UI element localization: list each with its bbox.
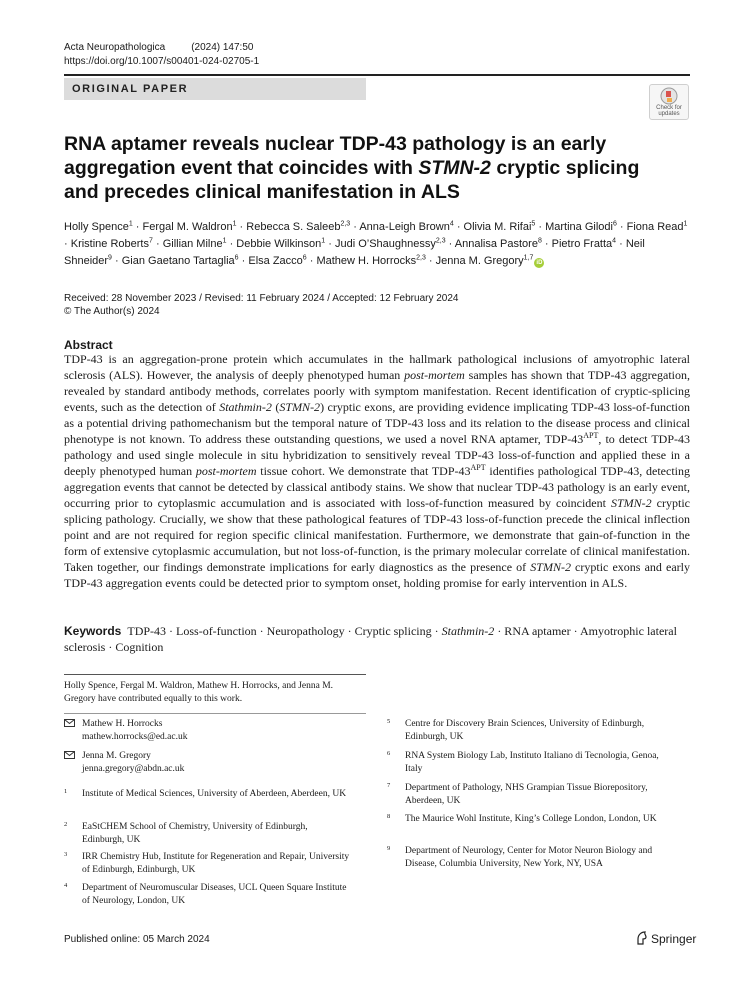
author-separator: · bbox=[616, 221, 627, 233]
author-separator: · bbox=[541, 238, 552, 250]
author-separator: · bbox=[111, 255, 122, 267]
affiliation: 3 IRR Chemistry Hub, Institute for Regeneration and Repair, University of Edinburgh, Edinburgh, UK bbox=[64, 851, 350, 875]
journal-name: Acta Neuropathologica bbox=[64, 42, 166, 53]
title-part-1: RNA aptamer reveals nuclear TDP-43 pathology is an early aggregation event that coincides with bbox=[64, 133, 607, 179]
corresponding-author bbox=[64, 718, 364, 746]
author-affiliation-number: 6 bbox=[612, 220, 617, 228]
author-name: Olivia M. Rifai bbox=[463, 221, 532, 233]
author-name: Holly Spence bbox=[64, 221, 129, 233]
author-separator: · bbox=[236, 221, 247, 233]
check-updates-label-2: updates bbox=[658, 111, 680, 117]
author-affiliation-number: 1 bbox=[232, 220, 237, 228]
author-name: Fergal M. Waldron bbox=[142, 221, 233, 233]
author-affiliation-number: 4 bbox=[449, 220, 454, 228]
author-name: Mathew H. Horrocks bbox=[316, 255, 417, 267]
author[interactable] bbox=[236, 238, 325, 250]
author[interactable] bbox=[122, 255, 239, 267]
author[interactable] bbox=[248, 255, 306, 267]
author-name: Pietro Fratta bbox=[551, 238, 613, 250]
author-name: Judi O’Shaughnessy bbox=[334, 238, 436, 250]
author-separator: · bbox=[325, 238, 335, 250]
affiliation: 5 Centre for Discovery Brain Sciences, University of Edinburgh, Edinburgh, UK bbox=[387, 718, 645, 742]
affiliation: 4 Department of Neuromuscular Diseases, UCL Queen Square Institute of Neurology, London, UK bbox=[64, 882, 347, 906]
author-affiliation-number: 2,3 bbox=[340, 220, 351, 228]
keywords: Keywords TDP-43 · Loss-of-function · Neuropathology · Cryptic splicing · Stathmin-2 · RNA aptamer · Amyotrophic lateral sclerosis · Cognition bbox=[64, 624, 677, 654]
article-type-banner: ORIGINAL PAPER bbox=[64, 78, 366, 100]
author-affiliation-number: 4 bbox=[612, 237, 617, 245]
author-affiliation-number: 5 bbox=[531, 220, 536, 228]
article-dates: Received: 28 November 2023 / Revised: 11 February 2024 / Accepted: 12 February 2024 bbox=[64, 293, 459, 304]
author[interactable] bbox=[464, 221, 536, 233]
author-name: Martina Gilodi bbox=[545, 221, 613, 233]
author-separator: · bbox=[238, 255, 249, 267]
author-affiliation-number: 1 bbox=[128, 220, 133, 228]
header-rule bbox=[64, 74, 690, 76]
author-name: Elsa Zacco bbox=[248, 255, 303, 267]
author-name: Annalisa Pastore bbox=[454, 238, 538, 250]
author[interactable] bbox=[71, 238, 153, 250]
corresponding-author bbox=[64, 750, 364, 778]
author-name: Kristine Roberts bbox=[70, 238, 149, 250]
author-name: Jenna M. Gregory bbox=[435, 255, 524, 267]
author-affiliation-number: 7 bbox=[149, 237, 153, 245]
affiliation: 2 EaStCHEM School of Chemistry, University of Edinburgh, Edinburgh, UK bbox=[64, 821, 308, 845]
author-name: Fiona Read bbox=[626, 221, 684, 233]
author-affiliation-number: 6 bbox=[234, 254, 239, 262]
envelope-icon bbox=[64, 751, 75, 759]
author[interactable] bbox=[335, 238, 446, 250]
author-separator: · bbox=[226, 238, 237, 250]
author-affiliation-number: 1 bbox=[222, 237, 227, 245]
corresponding-name: Mathew H. Horrocks bbox=[82, 719, 163, 729]
author-separator: · bbox=[64, 238, 71, 250]
author-separator: · bbox=[616, 238, 626, 250]
envelope-icon bbox=[64, 719, 75, 727]
author-separator: · bbox=[152, 238, 163, 250]
author[interactable] bbox=[163, 238, 227, 250]
author-separator: · bbox=[425, 255, 436, 267]
author-affiliation-number: 1 bbox=[321, 237, 326, 245]
doi-link[interactable]: https://doi.org/10.1007/s00401-024-02705-1 bbox=[64, 56, 260, 67]
copyright: © The Author(s) 2024 bbox=[64, 306, 160, 317]
footnote-rule bbox=[64, 674, 366, 675]
author[interactable] bbox=[359, 221, 453, 233]
author[interactable] bbox=[436, 255, 545, 267]
affiliation: 9 Department of Neurology, Center for Motor Neuron Biology and Disease, Columbia University, New York, NY, USA bbox=[387, 845, 653, 869]
author-affiliation-number: 1,7 bbox=[523, 254, 534, 262]
author[interactable] bbox=[455, 238, 542, 250]
author-separator: · bbox=[453, 221, 464, 233]
orcid-icon[interactable]: iD bbox=[536, 260, 543, 266]
author-name: Gillian Milne bbox=[162, 238, 223, 250]
journal-header bbox=[64, 41, 253, 55]
author[interactable] bbox=[246, 221, 350, 233]
equal-contribution-note: Holly Spence, Fergal M. Waldron, Mathew H. Horrocks, and Jenna M. Gregory have contributed equally to this work. bbox=[64, 681, 334, 704]
corresponding-email[interactable]: jenna.gregory@abdn.ac.uk bbox=[82, 764, 185, 774]
affiliation: 7 Department of Pathology, NHS Grampian Tissue Biorepository, Aberdeen, UK bbox=[387, 782, 648, 806]
author-affiliation-number: 2,3 bbox=[435, 237, 446, 245]
check-for-updates-badge[interactable] bbox=[649, 84, 689, 120]
affiliation: 6 RNA System Biology Lab, Instituto Italiano di Tecnologia, Genoa, Italy bbox=[387, 750, 659, 774]
author-name: Debbie Wilkinson bbox=[236, 238, 322, 250]
affiliation: 1 Institute of Medical Sciences, University of Aberdeen, Aberdeen, UK bbox=[64, 788, 347, 799]
author-separator: · bbox=[132, 221, 143, 233]
check-updates-icon bbox=[660, 87, 678, 105]
author-name: Neil Shneider bbox=[64, 238, 645, 267]
published-online: Published online: 05 March 2024 bbox=[64, 934, 210, 945]
corresponding-name: Jenna M. Gregory bbox=[82, 751, 151, 761]
author-affiliation-number: 6 bbox=[302, 254, 307, 262]
author-separator: · bbox=[306, 255, 317, 267]
author[interactable] bbox=[64, 221, 133, 233]
springer-logo[interactable] bbox=[635, 931, 696, 946]
author-affiliation-number: 2,3 bbox=[416, 254, 426, 262]
author[interactable] bbox=[545, 221, 617, 233]
author-affiliation-number: 9 bbox=[108, 254, 112, 262]
corresponding-email[interactable]: mathew.horrocks@ed.ac.uk bbox=[82, 732, 188, 742]
springer-horse-icon bbox=[635, 931, 649, 945]
author-separator: · bbox=[350, 221, 360, 233]
author[interactable] bbox=[316, 255, 425, 267]
affiliation: 8 The Maurice Wohl Institute, King’s College London, London, UK bbox=[387, 813, 657, 824]
author-name: Gian Gaetano Tartaglia bbox=[121, 255, 235, 267]
author[interactable] bbox=[143, 221, 237, 233]
abstract-heading: Abstract bbox=[64, 338, 113, 352]
author-name: Anna-Leigh Brown bbox=[359, 221, 450, 233]
publisher-name: Springer bbox=[651, 932, 697, 946]
author-affiliation-number: 8 bbox=[537, 237, 542, 245]
journal-citation: (2024) 147:50 bbox=[191, 42, 254, 53]
keywords-label: Keywords bbox=[64, 624, 122, 638]
abstract-body: TDP-43 is an aggregation-prone protein which accumulates in the hallmark pathological inclusions of amyotrophic lateral sclerosis (ALS). However, the analysis of deeply phenotyped human post-mortem samples has shown that TDP-43 aggregation, revealed by standard antibody methods, correlates poorly with symptom manifestation. Recent identification of cryptic-splicing events, such as the detection of Stathmin-2 (STMN-2) cryptic exons, are providing evidence implicating TDP-43 loss-of-function as a potential driving pathomechanism but the temporal nature of TDP-43 loss and its relation to the disease process and clinical phenotype is not known. To address these outstanding questions, we used a novel RNA aptamer, TDP-$43^{APT}$, to detect TDP-43 pathology and used single molecule in situ hybridization to sensitively reveal TDP-43 loss-of-function and applied these in a deeply phenotyped human post-mortem tissue cohort. We demonstrate that TDP-$43^{APT}$ identifies pathological TDP-43, detecting aggregation events that cannot be detected by classical antibody stains. We show that nuclear TDP-43 pathology is an early event, occurring prior to cytoplasmic accumulation and is associated with loss-of-function measured by coincident STMN-2 cryptic splicing pathology. Crucially, we show that these pathological features of TDP-43 loss-of-function precede the clinical inflection point and are not required for region specific clinical manifestation. Furthermore, we demonstrate that gain-of-function in the form of extensive cytoplasmic accumulation, but not loss-of-function, is the primary molecular correlate of clinical manifestation. Taken together, our findings demonstrate implications for early diagnostics as the presence of STMN-2 cryptic exons and early TDP-43 aggregation events could be detected prior to symptom onset, holding promise for early intervention in ALS. bbox=[64, 352, 691, 590]
author[interactable] bbox=[627, 221, 688, 233]
title-gene: STMN-2 bbox=[418, 157, 491, 179]
article-title bbox=[64, 132, 664, 204]
footnote-rule-2 bbox=[64, 713, 366, 714]
author-list bbox=[64, 219, 694, 270]
author-affiliation-number: 1 bbox=[683, 220, 688, 228]
author[interactable] bbox=[552, 238, 616, 250]
author-separator: · bbox=[535, 221, 546, 233]
author-name: Rebecca S. Saleeb bbox=[246, 221, 341, 233]
author-separator: · bbox=[445, 238, 455, 250]
check-updates-label-1: Check for bbox=[656, 105, 682, 111]
title-part-2: cryptic splicing and precedes clinical manifestation in ALS bbox=[64, 157, 640, 203]
